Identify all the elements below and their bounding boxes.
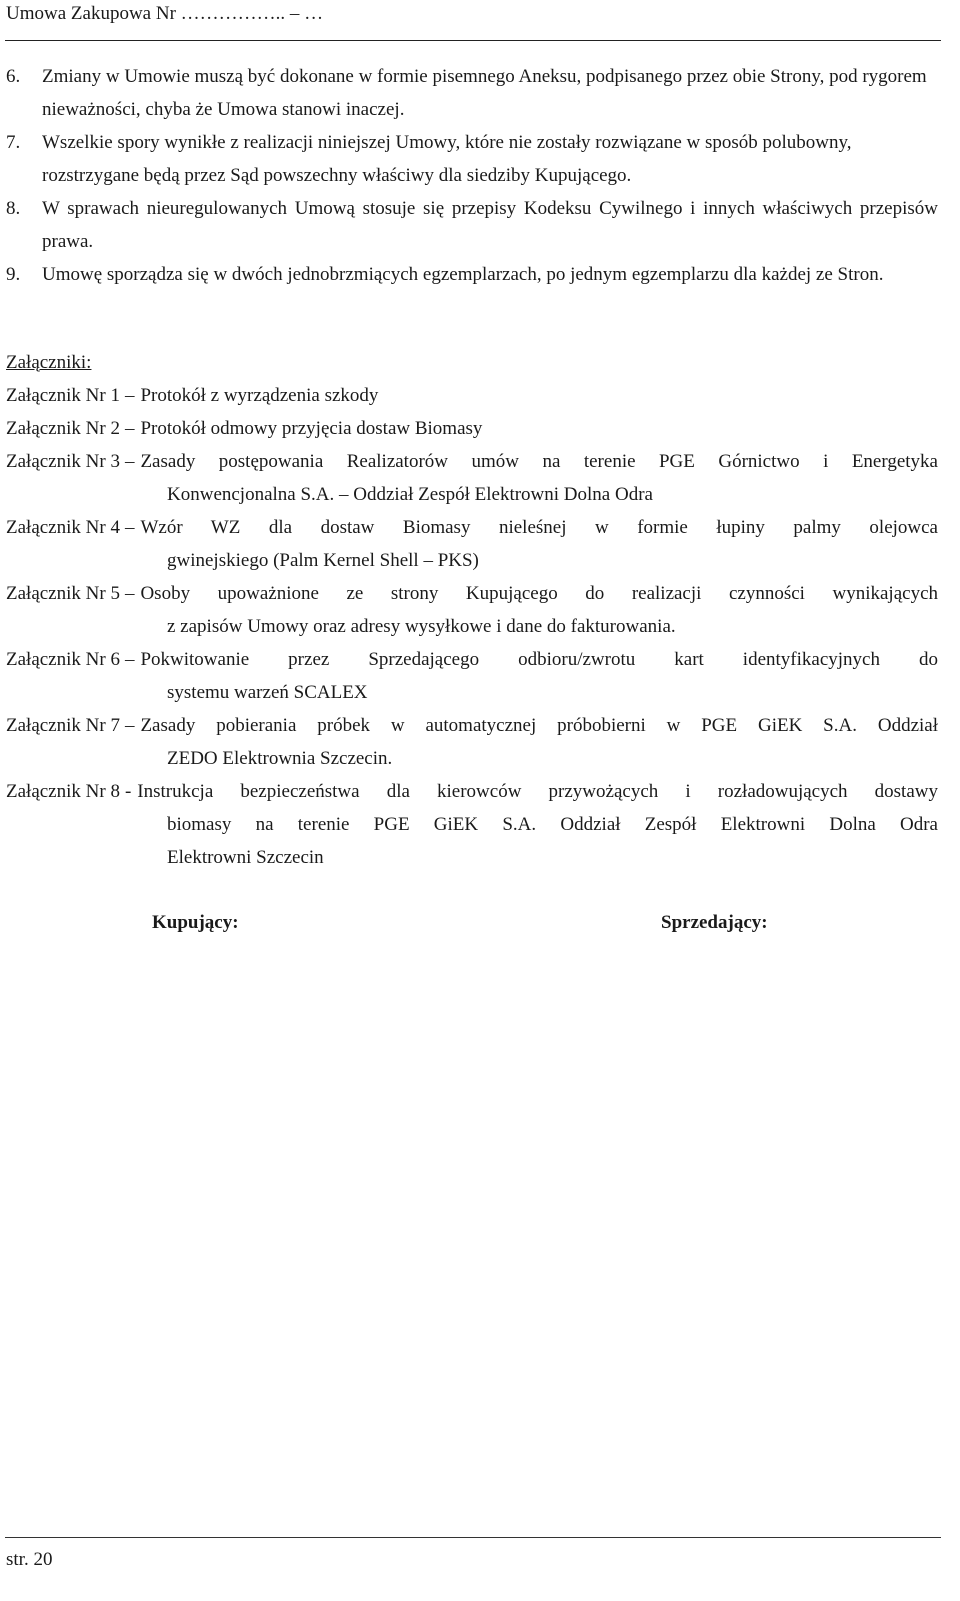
attachment-separator: –: [124, 385, 135, 406]
attachment-label: Załącznik Nr 7: [6, 715, 120, 736]
attachment-label: Załącznik Nr 1: [6, 385, 120, 406]
attachment-item: [6, 577, 938, 643]
clause-text: Zmiany w Umowie muszą być dokonane w formie pisemnego Aneksu, podpisanego przez obie Strony, pod rygorem nieważności, chyba że Umowa stanowi inaczej.: [42, 66, 927, 120]
attachment-item: [6, 643, 938, 709]
clause-number: 9.: [6, 264, 21, 285]
attachment-separator: –: [124, 649, 135, 670]
clause-text: Wszelkie spory wynikłe z realizacji niniejszej Umowy, które nie zostały rozwiązane w sposób polubowny, rozstrzygane będą przez Sąd powszechny właściwy dla siedziby Kupującego.: [42, 132, 852, 186]
header-divider: [5, 40, 941, 41]
attachment-item: [6, 445, 938, 511]
attachments-section: [6, 346, 938, 874]
attachment-description-continued: Konwencjonalna S.A. – Oddział Zespół Elektrowni Dolna Odra: [167, 484, 653, 505]
attachment-description-continued: ZEDO Elektrownia Szczecin.: [167, 748, 393, 769]
attachment-description: Protokół z wyrządzenia szkody: [140, 385, 379, 406]
attachment-label: Załącznik Nr 8: [6, 781, 120, 802]
attachment-item: [6, 709, 938, 775]
attachment-separator: -: [124, 781, 132, 802]
clause-number: 7.: [6, 132, 21, 153]
buyer-signature-label: Kupujący:: [152, 912, 239, 933]
attachment-item: [6, 775, 938, 874]
attachment-label: Załącznik Nr 6: [6, 649, 120, 670]
attachment-description: Zasady pobierania próbek w automatycznej próbobierni w PGE GiEK S.A. Oddział: [140, 715, 938, 736]
attachments-heading: Załączniki:: [6, 352, 92, 373]
page-number: str. 20: [6, 1549, 53, 1570]
attachment-label: Załącznik Nr 5: [6, 583, 120, 604]
clause-text: Umowę sporządza się w dwóch jednobrzmiących egzemplarzach, po jednym egzemplarzu dla każdej ze Stron.: [42, 264, 884, 285]
clause-item: [6, 60, 938, 126]
document-header-title: Umowa Zakupowa Nr …………….. – …: [6, 3, 324, 24]
attachment-description-continued: gwinejskiego (Palm Kernel Shell – PKS): [167, 550, 479, 571]
attachment-description: Pokwitowanie przez Sprzedającego odbioru/zwrotu kart identyfikacyjnych do: [140, 649, 938, 670]
attachment-description-continued: systemu warzeń SCALEX: [167, 682, 368, 703]
attachment-separator: –: [124, 517, 135, 538]
attachment-separator: –: [124, 583, 135, 604]
contract-clauses-list: [6, 60, 938, 291]
clause-number: 6.: [6, 66, 21, 87]
attachment-item: [6, 412, 938, 445]
footer-divider: [5, 1537, 941, 1538]
attachment-description-continued: Elektrowni Szczecin: [167, 847, 324, 868]
clause-number: 8.: [6, 198, 21, 219]
attachment-description: Instrukcja bezpieczeństwa dla kierowców przywożących i rozładowujących dostawy: [137, 781, 938, 802]
attachment-label: Załącznik Nr 3: [6, 451, 120, 472]
attachment-description: Protokół odmowy przyjęcia dostaw Biomasy: [140, 418, 483, 439]
attachment-separator: –: [124, 715, 135, 736]
attachment-separator: –: [124, 418, 135, 439]
clause-text: W sprawach nieuregulowanych Umową stosuje się przepisy Kodeksu Cywilnego i innych właściwych przepisów prawa.: [42, 198, 938, 252]
attachment-description: Zasady postępowania Realizatorów umów na terenie PGE Górnictwo i Energetyka: [140, 451, 938, 472]
seller-signature-label: Sprzedający:: [661, 912, 768, 933]
clause-item: [6, 258, 938, 291]
attachment-description: Wzór WZ dla dostaw Biomasy nieleśnej w formie łupiny palmy olejowca: [140, 517, 938, 538]
attachment-separator: –: [124, 451, 135, 472]
attachment-item: [6, 379, 938, 412]
clause-item: [6, 126, 938, 192]
attachment-label: Załącznik Nr 4: [6, 517, 120, 538]
attachment-description-continued: z zapisów Umowy oraz adresy wysyłkowe i dane do fakturowania.: [167, 616, 676, 637]
attachment-description: Osoby upoważnione ze strony Kupującego do realizacji czynności wynikających: [140, 583, 938, 604]
clause-item: [6, 192, 938, 258]
attachment-item: [6, 511, 938, 577]
attachment-label: Załącznik Nr 2: [6, 418, 120, 439]
attachment-description-continued: biomasy na terenie PGE GiEK S.A. Oddział Zespół Elektrowni Dolna Odra: [167, 814, 938, 835]
